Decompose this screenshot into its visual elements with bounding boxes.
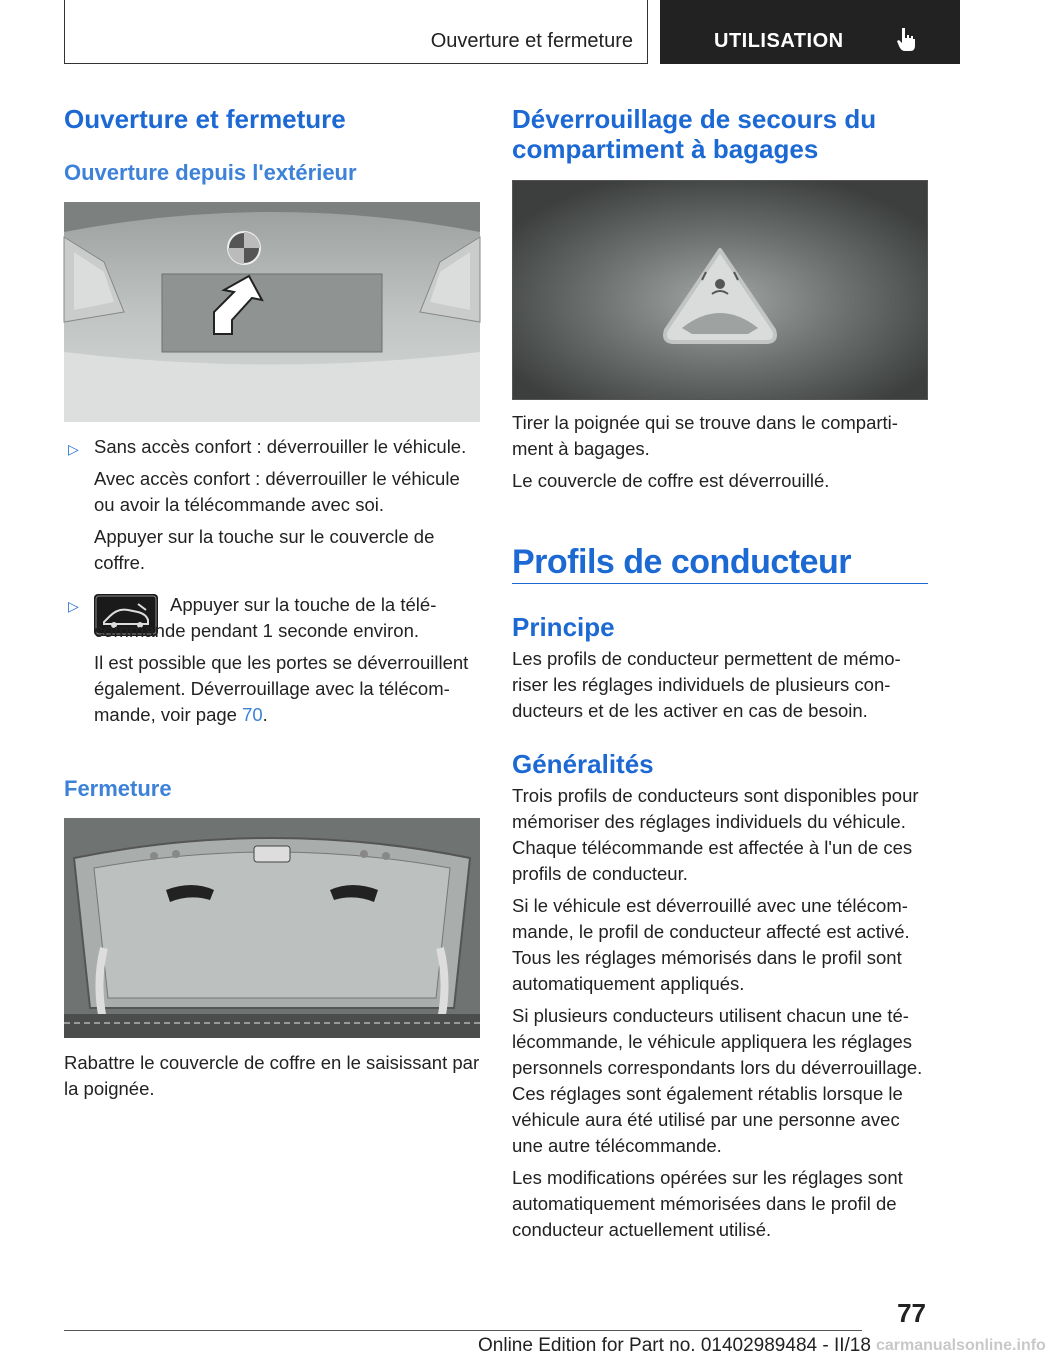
general-p3: Si plusieurs conducteurs utilisent chacun une télécommande, le véhicule appliquera les réglages personnels correspondants lors du déverrouillage. Ces réglages sont également rétablis lorsque le véhicule aura été utilisé par une personne avec une autre télécommande. bbox=[512, 1005, 923, 1156]
general-p4: Les modifications opérées sur les réglages sont automatiquement mémorisées dans le profil de conducteur actuellement utilisé. bbox=[512, 1167, 903, 1240]
section-rule bbox=[512, 583, 928, 584]
general-p1: Trois profils de conducteurs sont disponibles pour mémoriser des réglages individuels du véhicule. Chaque télécommande est affectée à l'un de ces profils de conducteur. bbox=[512, 785, 919, 884]
subtitle-opening-from-outside: Ouverture depuis l'extérieur bbox=[64, 160, 357, 185]
page-70-link[interactable]: 70 bbox=[242, 704, 263, 725]
header-chapter-tab bbox=[660, 0, 960, 64]
edition-line: Online Edition for Part no. 01402989484 - II/18 bbox=[478, 1335, 871, 1356]
bullet1-para3: Appuyer sur la touche sur le couvercle de coffre. bbox=[94, 526, 435, 573]
bullet2-text: Appuyer sur la touche de la télécommande pendant 1 seconde environ. bbox=[94, 594, 437, 641]
header-frame bbox=[64, 0, 648, 64]
principle-text: Les profils de conducteur permettent de mémoriser les réglages individuels de plusieurs conducteurs et de les activer en cas de besoin. bbox=[512, 648, 901, 721]
general-p2: Si le véhicule est déverrouillé avec une télécommande, le profil de conducteur affecté est activé. Tous les réglages mémorisés dans le profil sont automatiquement appliqués. bbox=[512, 895, 910, 994]
open-trunk-lid-illustration bbox=[64, 818, 480, 1038]
section-title-opening-closing: Ouverture et fermeture bbox=[64, 104, 346, 134]
bullet1-line1: Sans accès confort : déverrouiller le véhicule. bbox=[94, 436, 467, 457]
section-title-emergency-release: Déverrouillage de secours du compartiment à bagages bbox=[512, 104, 877, 164]
bullet2-para2: Il est possible que les portes se déverrouillent également. Déverrouillage avec la télécommande, voir page 70. bbox=[94, 652, 469, 725]
header-section-title: Ouverture et fermeture bbox=[430, 30, 633, 52]
subtitle-principle: Principe bbox=[512, 612, 615, 642]
subtitle-closing: Fermeture bbox=[64, 776, 172, 801]
footer-rule bbox=[64, 1330, 862, 1331]
closing-text: Rabattre le couvercle de coffre en le saisissant par la poignée. bbox=[64, 1052, 480, 1099]
page-number: 77 bbox=[897, 1298, 926, 1328]
bullet1-para2: Avec accès confort : déverrouiller le véhicule ou avoir la télécommande avec soi. bbox=[94, 468, 460, 515]
bullet-triangle-1: ▷ bbox=[68, 441, 79, 457]
bullet-triangle-2: ▷ bbox=[68, 598, 79, 614]
emergency-p1: Tirer la poignée qui se trouve dans le compartiment à bagages. bbox=[512, 412, 898, 459]
section-title-driver-profiles: Profils de conducteur bbox=[512, 543, 851, 581]
hand-pointer-icon bbox=[896, 26, 918, 57]
emergency-release-handle-illustration bbox=[512, 180, 928, 400]
emergency-p2: Le couvercle de coffre est déverrouillé. bbox=[512, 470, 830, 491]
header-chapter-label: UTILISATION bbox=[714, 30, 844, 52]
watermark-text: carmanualsonline.info bbox=[876, 1337, 1046, 1354]
subtitle-general: Généralités bbox=[512, 749, 654, 779]
trunk-rear-illustration bbox=[64, 202, 480, 422]
